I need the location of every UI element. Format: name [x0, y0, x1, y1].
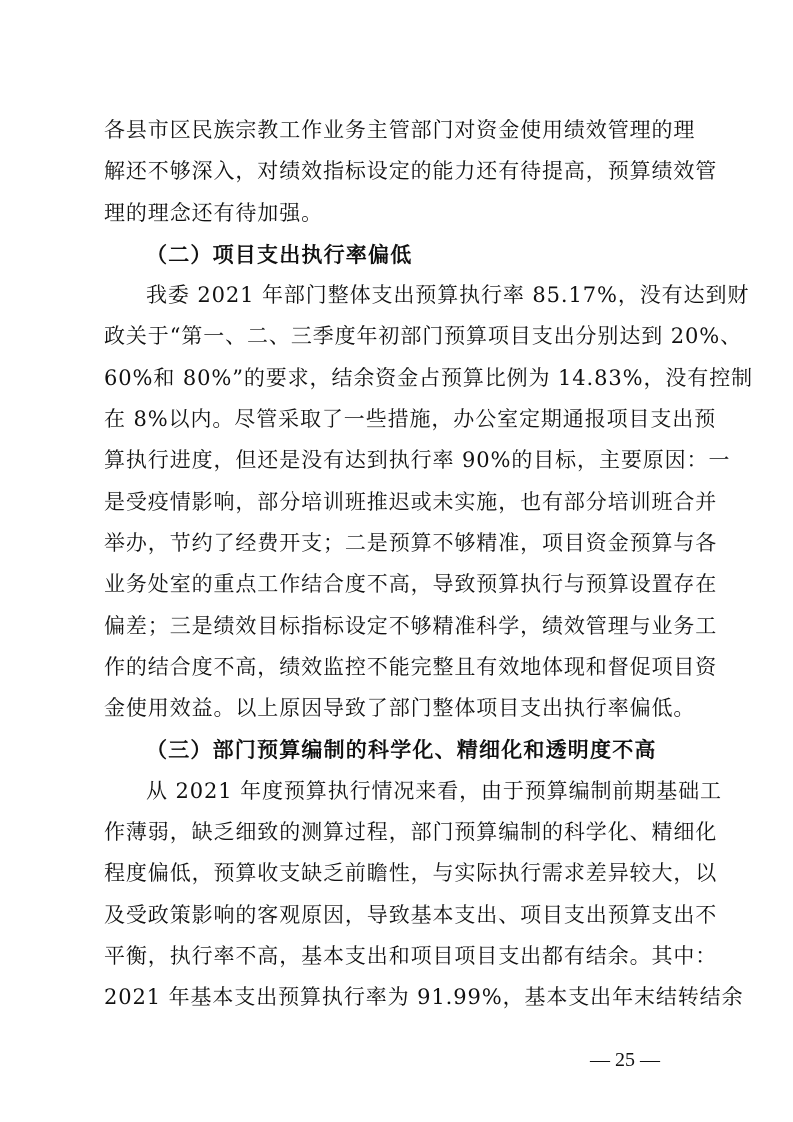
text-line: 各县市区民族宗教工作业务主管部门对资金使用绩效管理的理 — [104, 118, 696, 142]
page-number: — 25 — — [590, 1049, 660, 1071]
text-line: 作的结合度不高，绩效监控不能完整且有效地体现和督促项目资 — [104, 654, 718, 679]
text-line: 金使用效益。以上原因导致了部门整体项目支出执行率偏低。 — [104, 696, 696, 721]
body-text — [104, 110, 754, 1019]
text-line: 作薄弱，缺乏细致的测算过程，部门预算编制的科学化、精细化 — [104, 820, 718, 845]
text-line: 理的理念还有待加强。 — [104, 200, 323, 225]
text-line: 60%和 80%”的要求，结余资金占预算比例为 14.83%，没有控制 — [104, 365, 754, 390]
text-line: 解还不够深入，对绩效指标设定的能力还有待提高，预算绩效管 — [104, 159, 718, 184]
text-line: 及受政策影响的客观原因，导致基本支出、项目支出预算支出不 — [104, 902, 718, 927]
text-line: 政关于“第一、二、三季度年初部门预算项目支出分别达到 20%、 — [104, 324, 742, 349]
text-line: 2021 年基本支出预算执行率为 91.99%，基本支出年末结转结余 — [104, 985, 744, 1010]
text-line: 举办，节约了经费开支；二是预算不够精准，项目资金预算与各 — [104, 530, 718, 555]
text-line: 算执行进度，但还是没有达到执行率 90%的目标，主要原因：一 — [104, 448, 731, 473]
paragraph-first-line: 我委 2021 年部门整体支出预算执行率 85.17%，没有达到财 — [146, 283, 750, 308]
paragraph-first-line: 从 2021 年度预算执行情况来看，由于预算编制前期基础工 — [146, 778, 722, 803]
text-line: 平衡，执行率不高，基本支出和项目项目支出都有结余。其中： — [104, 943, 718, 968]
text-line: 是受疫情影响，部分培训班推迟或未实施，也有部分培训班合并 — [104, 489, 718, 514]
section-heading: （二）项目支出执行率偏低 — [146, 241, 413, 267]
text-line: 业务处室的重点工作结合度不高，导致预算执行与预算设置存在 — [104, 572, 718, 597]
text-line: 程度偏低，预算收支缺乏前瞻性，与实际执行需求差异较大，以 — [104, 861, 718, 886]
text-line: 在 8%以内。尽管采取了一些措施，办公室定期通报项目支出预 — [104, 407, 717, 432]
text-line: 偏差；三是绩效目标指标设定不够精准科学，绩效管理与业务工 — [104, 613, 718, 638]
section-heading: （三）部门预算编制的科学化、精细化和透明度不高 — [146, 737, 657, 763]
